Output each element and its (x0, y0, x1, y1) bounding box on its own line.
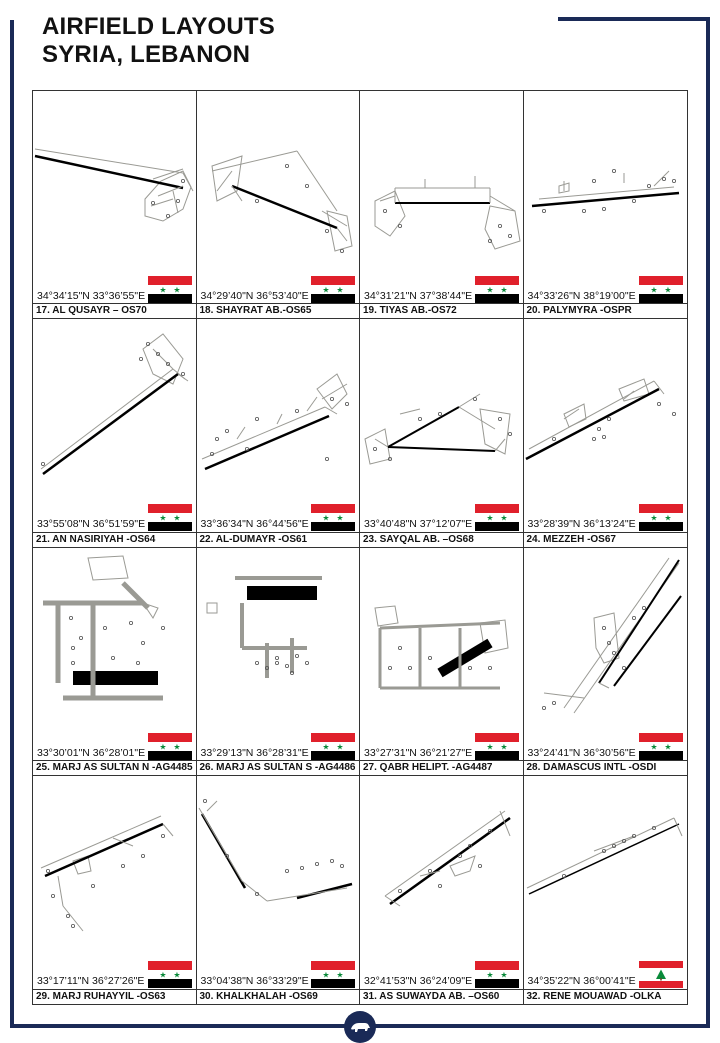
airfield-label: 21. AN NASIRIYAH -OS64 (33, 532, 196, 547)
svg-text:★: ★ (650, 285, 658, 295)
airfield-coordinates: 34°29’40"N 36°53’40"E (200, 290, 309, 302)
airfield-cell (360, 319, 524, 547)
airfield-diagram (33, 319, 196, 499)
airfield-cell (524, 776, 688, 1004)
airfield-cell (197, 91, 361, 319)
svg-text:★: ★ (664, 742, 672, 751)
svg-text:★: ★ (485, 513, 494, 523)
airfield-label: 27. QABR HELIPT. -AG4487 (360, 760, 523, 775)
airfield-cell (33, 319, 197, 547)
svg-text:★: ★ (664, 285, 672, 295)
airfield-coordinates: 34°31’21"N 37°38’44"E (364, 290, 473, 302)
airfield-coordinates: 33°29’13"N 36°28’31"E (200, 746, 309, 759)
flag-syria-icon (311, 733, 355, 760)
flag-syria-icon (639, 733, 683, 760)
airfield-diagram (524, 776, 687, 956)
airfield-diagram (524, 91, 687, 271)
airfield-label: 25. MARJ AS SULTAN N -AG4485 (33, 760, 196, 775)
svg-text:★: ★ (322, 513, 330, 523)
svg-text:★: ★ (172, 970, 181, 980)
frame-top-bar (558, 17, 710, 21)
airfield-coordinates: 34°35’22"N 36°00’41"E (527, 974, 636, 987)
svg-text:★: ★ (664, 513, 672, 523)
airfield-diagram (360, 91, 523, 271)
airfield-label: 22. AL-DUMAYR -OS61 (197, 532, 360, 547)
airfield-coordinates: 33°55’08"N 36°51’59"E (37, 518, 146, 531)
airfield-cell (33, 91, 197, 319)
animal-emblem-icon (349, 1019, 371, 1035)
airfield-diagram (33, 548, 196, 728)
svg-text:★: ★ (172, 285, 181, 295)
flag-syria-icon (148, 733, 192, 760)
airfield-coordinates: 33°40’48"N 37°12’07"E (364, 518, 473, 531)
svg-text:★: ★ (158, 742, 167, 751)
airfield-diagram (197, 548, 360, 728)
frame-left-bar (10, 20, 14, 1028)
svg-text:★: ★ (499, 513, 508, 523)
page-title (42, 13, 275, 69)
page-title-line-2: SYRIA, LEBANON (42, 41, 251, 68)
airfield-cell (524, 548, 688, 776)
airfield-cell (197, 776, 361, 1004)
flag-syria-icon (148, 961, 192, 988)
airfield-cell (360, 548, 524, 776)
airfield-cell (197, 548, 361, 776)
airfield-diagram (360, 319, 523, 499)
airfield-coordinates: 33°04’38"N 36°33’29"E (200, 974, 309, 987)
airfield-coordinates: 33°27’31"N 36°21’27"E (364, 746, 473, 759)
svg-text:★: ★ (650, 513, 658, 523)
flag-syria-icon (148, 276, 192, 303)
svg-text:★: ★ (322, 742, 330, 751)
airfield-diagram (197, 91, 360, 271)
airfield-cell (197, 319, 361, 547)
flag-syria-icon (311, 504, 355, 531)
airfield-diagram (524, 548, 687, 728)
airfield-label: 19. TIYAS AB.-OS72 (360, 303, 523, 318)
svg-text:★: ★ (336, 285, 344, 295)
svg-text:★: ★ (158, 285, 167, 295)
flag-syria-icon (639, 504, 683, 531)
flag-syria-icon (475, 276, 519, 303)
airfield-label: 26. MARJ AS SULTAN S -AG4486 (197, 760, 360, 775)
airfield-coordinates: 33°17’11"N 36°27’26"E (37, 974, 145, 987)
airfield-coordinates: 33°24’41"N 36°30’56"E (527, 746, 636, 759)
airfield-diagram (360, 548, 523, 728)
airfield-coordinates: 33°28’39"N 36°13’24"E (527, 518, 636, 531)
flag-syria-icon (148, 504, 192, 531)
airfield-label: 28. DAMASCUS INTL -OSDI (524, 760, 688, 775)
frame-right-bar (706, 17, 710, 1028)
svg-text:★: ★ (322, 285, 330, 295)
flag-syria-icon (475, 733, 519, 760)
airfield-label: 17. AL QUSAYR – OS70 (33, 303, 196, 318)
svg-text:★: ★ (499, 970, 508, 980)
svg-text:★: ★ (336, 970, 344, 980)
airfield-diagram (360, 776, 523, 956)
airfield-label: 32. RENE MOUAWAD -OLKA (524, 989, 688, 1004)
svg-text:★: ★ (485, 285, 494, 295)
airfield-label: 29. MARJ RUHAYYIL -OS63 (33, 989, 196, 1004)
airfield-label: 23. SAYQAL AB. –OS68 (360, 532, 523, 547)
flag-lebanon-icon (639, 961, 683, 988)
flag-syria-icon (475, 961, 519, 988)
airfield-cell (524, 91, 688, 319)
airfield-diagram (33, 776, 196, 956)
airfield-label: 18. SHAYRAT AB.-OS65 (197, 303, 360, 318)
airfield-label: 31. AS SUWAYDA AB. –OS60 (360, 989, 523, 1004)
svg-text:★: ★ (172, 513, 181, 523)
publisher-logo (344, 1011, 376, 1043)
airfield-diagram (197, 319, 360, 499)
airfield-grid (32, 90, 688, 1005)
flag-syria-icon (639, 276, 683, 303)
airfield-coordinates: 34°34’15"N 33°36’55"E (37, 290, 146, 302)
flag-syria-icon (475, 504, 519, 531)
svg-text:★: ★ (499, 285, 508, 295)
svg-text:★: ★ (158, 970, 167, 980)
airfield-coordinates: 32°41’53"N 36°24’09"E (364, 974, 473, 987)
svg-text:★: ★ (650, 742, 658, 751)
airfield-coordinates: 34°33’26"N 38°19’00"E (527, 290, 636, 302)
airfield-cell (360, 776, 524, 1004)
svg-text:★: ★ (336, 513, 344, 523)
airfield-diagram (33, 91, 196, 271)
airfield-cell (33, 548, 197, 776)
airfield-label: 30. KHALKHALAH -OS69 (197, 989, 360, 1004)
svg-text:★: ★ (485, 742, 494, 751)
airfield-diagram (524, 319, 687, 499)
airfield-cell (524, 319, 688, 547)
airfield-label: 20. PALYMYRA -OSPR (524, 303, 688, 318)
airfield-cell (33, 776, 197, 1004)
flag-syria-icon (311, 276, 355, 303)
airfield-coordinates: 33°36’34"N 36°44’56"E (200, 518, 309, 531)
svg-text:★: ★ (499, 742, 508, 751)
page-title-line-1: AIRFIELD LAYOUTS (42, 13, 275, 40)
svg-text:★: ★ (336, 742, 344, 751)
airfield-diagram (197, 776, 360, 956)
airfield-coordinates: 33°30’01"N 36°28’01"E (37, 746, 146, 759)
svg-text:★: ★ (172, 742, 181, 751)
svg-text:★: ★ (485, 970, 494, 980)
svg-text:★: ★ (322, 970, 330, 980)
airfield-label: 24. MEZZEH -OS67 (524, 532, 688, 547)
flag-syria-icon (311, 961, 355, 988)
svg-text:★: ★ (158, 513, 167, 523)
airfield-cell (360, 91, 524, 319)
